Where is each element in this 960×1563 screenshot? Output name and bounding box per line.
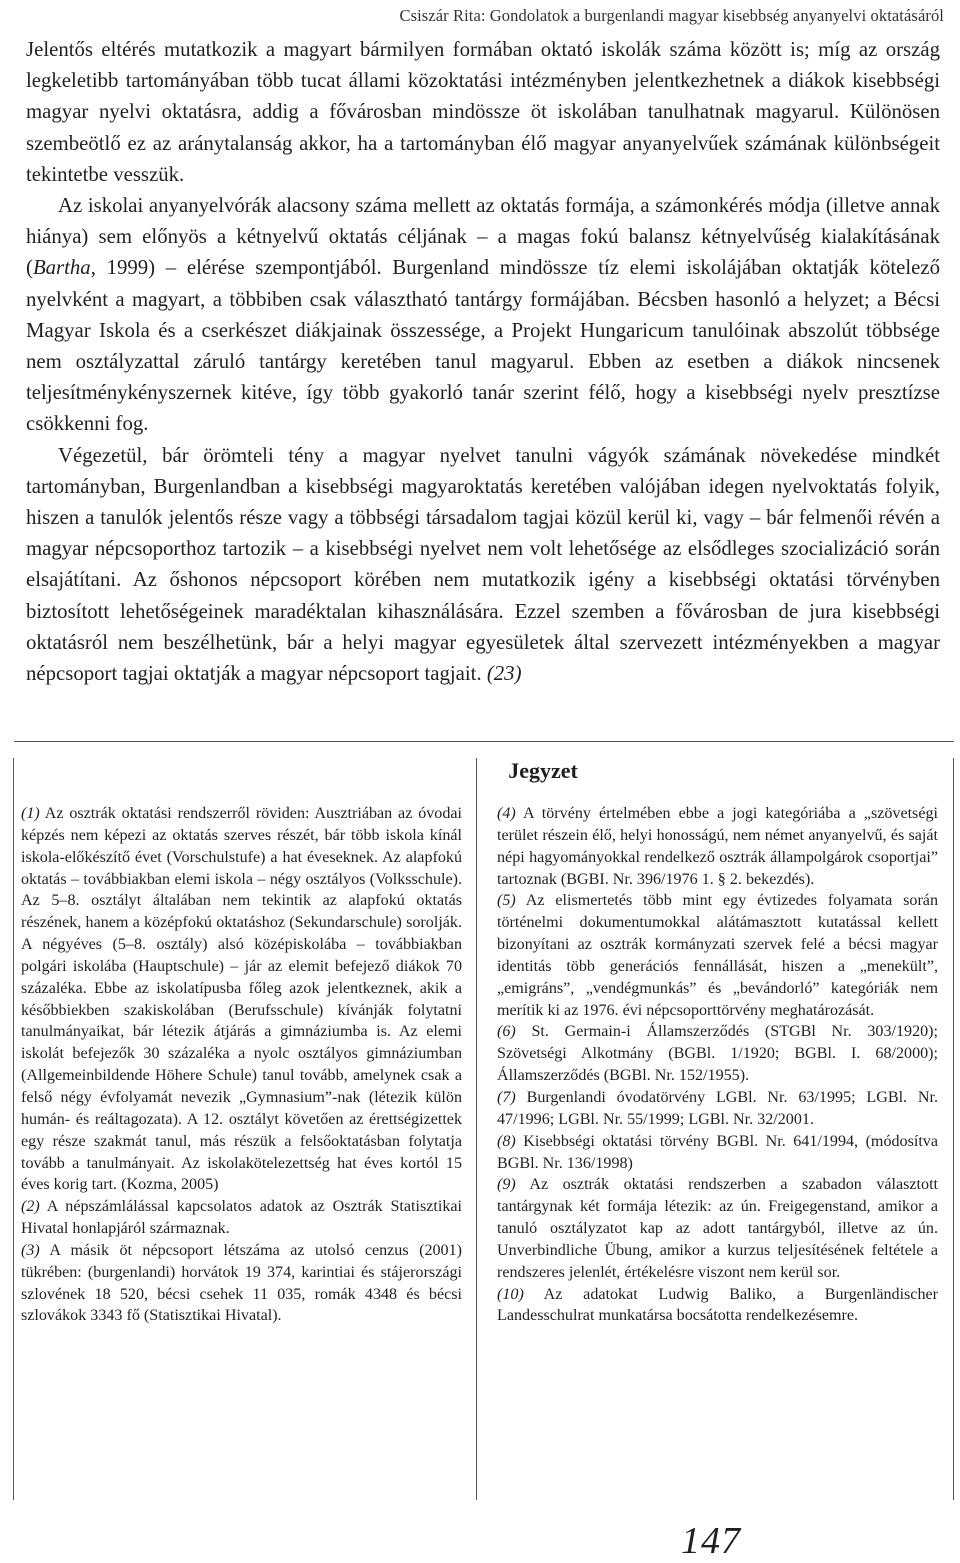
footnote (21, 803, 462, 1196)
footnote (497, 803, 938, 890)
footnote-mark: (6) (497, 1023, 516, 1041)
notes-column-right (497, 803, 938, 1327)
section-divider (14, 741, 954, 742)
notes-heading: Jegyzet (508, 758, 578, 783)
body-text (26, 34, 940, 689)
footnote-text: Az osztrák oktatási rendszerről röviden: Ausztriában az óvodai képzés nem képezi az oktatás szerves részét, bár több iskola kínál iskola-előkészítő évet (Vorschulstufe) a hat éveseknek. Az alapfokú oktatás – továbbiakban elemi iskola – négy osztályos (Volksschule). Az 5–8. osztályt általában nem tekintik az alapfokú oktatás részének, hanem a középfokú oktatáshoz (Sekundarschule) sorolják. A négyéves (5–8. osztály) alsó középiskolába – továbbiakban polgári iskolába (Hauptschule) – jár az elemit befejező diákok 70 százaléka. Ebbe az iskolatípusba főleg azok jelentkeznek, akik a későbbiekben szakiskolában (Berufsschule) kívánják folytatni tanulmányaikat, bár létezik átjárás a gimnáziumba is. Az elemi iskolát befejezők 30 százaléka a nyolc osztályos gimnáziumban (Allgemeinbildende Höhere Schule) tanul tovább, amelynek csak a felső négy évfolyamát nevezik „Gymnasium”-nak (létezik külön humán- és reáltagozata). A 12. osztályt követően az érettségizettek egy része szakmát tanul, más részük a felsőoktatásban folytatja tovább a tanulmányait. Az iskolakötelezettség hat éves kortól 15 éves korig tart. (Kozma, 2005) (21, 805, 462, 1194)
footnote-mark: (2) (21, 1198, 40, 1216)
footnote-mark: (7) (497, 1088, 516, 1106)
footnote-mark: (10) (497, 1285, 524, 1303)
footnote-text: Az osztrák oktatási rendszerben a szabadon választott tantárgynak két formája létezik: az ún. Freigegenstand, amikor a tanuló osztályzatot kap az adott tantárgyból, illetve az ún. Unverbindliche Übung, amikor a kurzus teljesítésének feltétele a rendszeres jelenlét, értékelésre viszont nem kerül sor. (497, 1176, 939, 1281)
notes-column-left (21, 803, 462, 1327)
footnote-text: Az adatokat Ludwig Baliko, a Burgenländischer Landesschulrat munkatársa bocsátotta rendelkezésemre. (497, 1285, 939, 1325)
footnote-text: A törvény értelmében ebbe a jogi kategóriába a „szövetségi terület részein élő, helyi honosságú, nem német anyanyelvű, és saját népi hagyományokkal rendelkező osztrák állampolgárok csoportjai” tartoznak (BGBI. Nr. 396/1976 1. § 2. bekezdés). (497, 805, 938, 888)
column-rule-right (953, 758, 954, 1500)
footnote (21, 1240, 462, 1327)
footnote-mark: (3) (21, 1241, 40, 1259)
footnote-mark: (4) (497, 805, 516, 822)
column-rule-left (13, 758, 14, 1500)
footnote (497, 1087, 938, 1131)
footnote-mark: (5) (497, 892, 516, 910)
footnote (21, 1196, 462, 1240)
footnote (497, 1174, 938, 1283)
citation-author: Bartha (32, 256, 91, 280)
footnote-text: Burgenlandi óvodatörvény LGBl. Nr. 63/1995; LGBl. Nr. 47/1996; LGBl. Nr. 55/1999; LGBl. Nr. 32/2001. (497, 1088, 938, 1128)
footnote-text: Kisebbségi oktatási törvény BGBl. Nr. 641/1994, (módosítva BGBl. Nr. 136/1998) (497, 1132, 938, 1172)
footnote (497, 1284, 938, 1328)
paragraph (26, 190, 940, 440)
running-header: Csiszár Rita: Gondolatok a burgenlandi magyar kisebbség anyanyelvi oktatásáról (399, 6, 944, 25)
column-rule-middle (476, 758, 477, 1500)
paragraph-text: Végezetül, bár örömteli tény a magyar nyelvet tanulni vágyók számának növekedése mindkét tartományban, Burgenlandban a kisebbségi magyaroktatás keretében valójában idegen nyelvoktatás folyik, hiszen a tanulók jelentős része vagy a többségi társadalom tagjai közül kerül ki, vagy – bár felmenői révén a magyar népcsoporthoz tartozik – a kisebbségi nyelvet nem volt lehetősége az elsődleges szocializáció során elsajátítani. Az őshonos népcsoport körében nem mutatkozik igény a kisebbségi oktatási törvényben biztosított lehetőségeinek maradéktalan kihasználására. Ezzel szemben a fővárosban de jura kisebbségi oktatásról nem beszélhetünk, bár a helyi magyar egyesületek által szervezett intézményekben a magyar népcsoport tagjai oktatják a magyar népcsoport tagjait. (26, 443, 940, 686)
footnote-text: St. Germain-i Államszerződés (STGBl Nr. 303/1920); Szövetségi Alkotmány (BGBl. 1/1920; BGBl. I. 68/2000); Államszerződés (BGBl. Nr. 152/1955). (497, 1023, 938, 1085)
footnote-text: A népszámlálással kapcsolatos adatok az Osztrák Statisztikai Hivatal honlapjáról származnak. (21, 1198, 462, 1238)
page-number: 147 (681, 1520, 741, 1562)
paragraph-text: , 1999) – elérése szempontjából. Burgenland mindössze tíz elemi iskolájában oktatják kötelező nyelvként a magyart, a többiben csak választható tantárgy formájában. Bécsben hasonló a helyzet; a Bécsi Magyar Iskola és a cserkészet diákjainak összessége, a Projekt Hungaricum tanulóinak abszolút többsége nem osztályzattal záruló tantárgy keretében tanul magyarul. Ebben az esetben a diákok nincsenek teljesítménykényszernek kitéve, így több gyakorló tanár szerint félő, hogy a kisebbségi nyelv presztízse csökkenni fog. (26, 256, 940, 436)
paragraph: Jelentős eltérés mutatkozik a magyart bármilyen formában oktató iskolák száma között is; míg az ország legkeletibb tartományában több tucat állami közoktatási intézményben jelentkezhetnek a diákok kisebbségi magyar nyelvi oktatásra, addig a fővárosban mindössze öt iskolában tanulhatnak magyarul. Különösen szembeötlő ez az aránytalanság akkor, ha a tartományban élő magyar anyanyelvűek számának különbségeit tekintetbe vesszük. (26, 38, 940, 186)
footnote-reference: (23) (486, 662, 522, 686)
footnote (497, 1021, 938, 1087)
paragraph (26, 440, 940, 690)
footnote-mark: (8) (497, 1132, 516, 1150)
footnote-mark: (9) (497, 1176, 516, 1194)
footnote (497, 1131, 938, 1175)
footnote (497, 890, 938, 1021)
paragraph-text: Az iskolai anyanyelvórák alacsony száma mellett az oktatás formája, a számonkérés módja (illetve annak hiánya) sem előnyös a kétnyelvű oktatás céljának – a magas fokú balansz kétnyelvűség kialakításának ( (26, 194, 940, 280)
footnote-text: A másik öt népcsoport létszáma az utolsó cenzus (2001) tükrében: (burgenlandi) horvátok 19 374, karintiai és stájerországi szlovének 18 520, bécsi csehek 11 035, romák 4348 és bécsi szlovákok 3343 fő (Statisztikai Hivatal). (21, 1241, 462, 1325)
footnote-text: Az elismertetés több mint egy évtizedes folyamata során történelmi dokumentumokkal alátámasztott kutatással kellett bizonyítani az osztrák kormányzati szervek felé a bécsi magyar identitás több generációs fennállását, hiszen a „menekült”, „emigráns”, „vendégmunkás” és „bevándorló” kategóriák nem merítik ki az 1976. évi népcsoporttörvény meghatározását. (497, 892, 938, 1019)
footnote-mark: (1) (21, 805, 40, 822)
